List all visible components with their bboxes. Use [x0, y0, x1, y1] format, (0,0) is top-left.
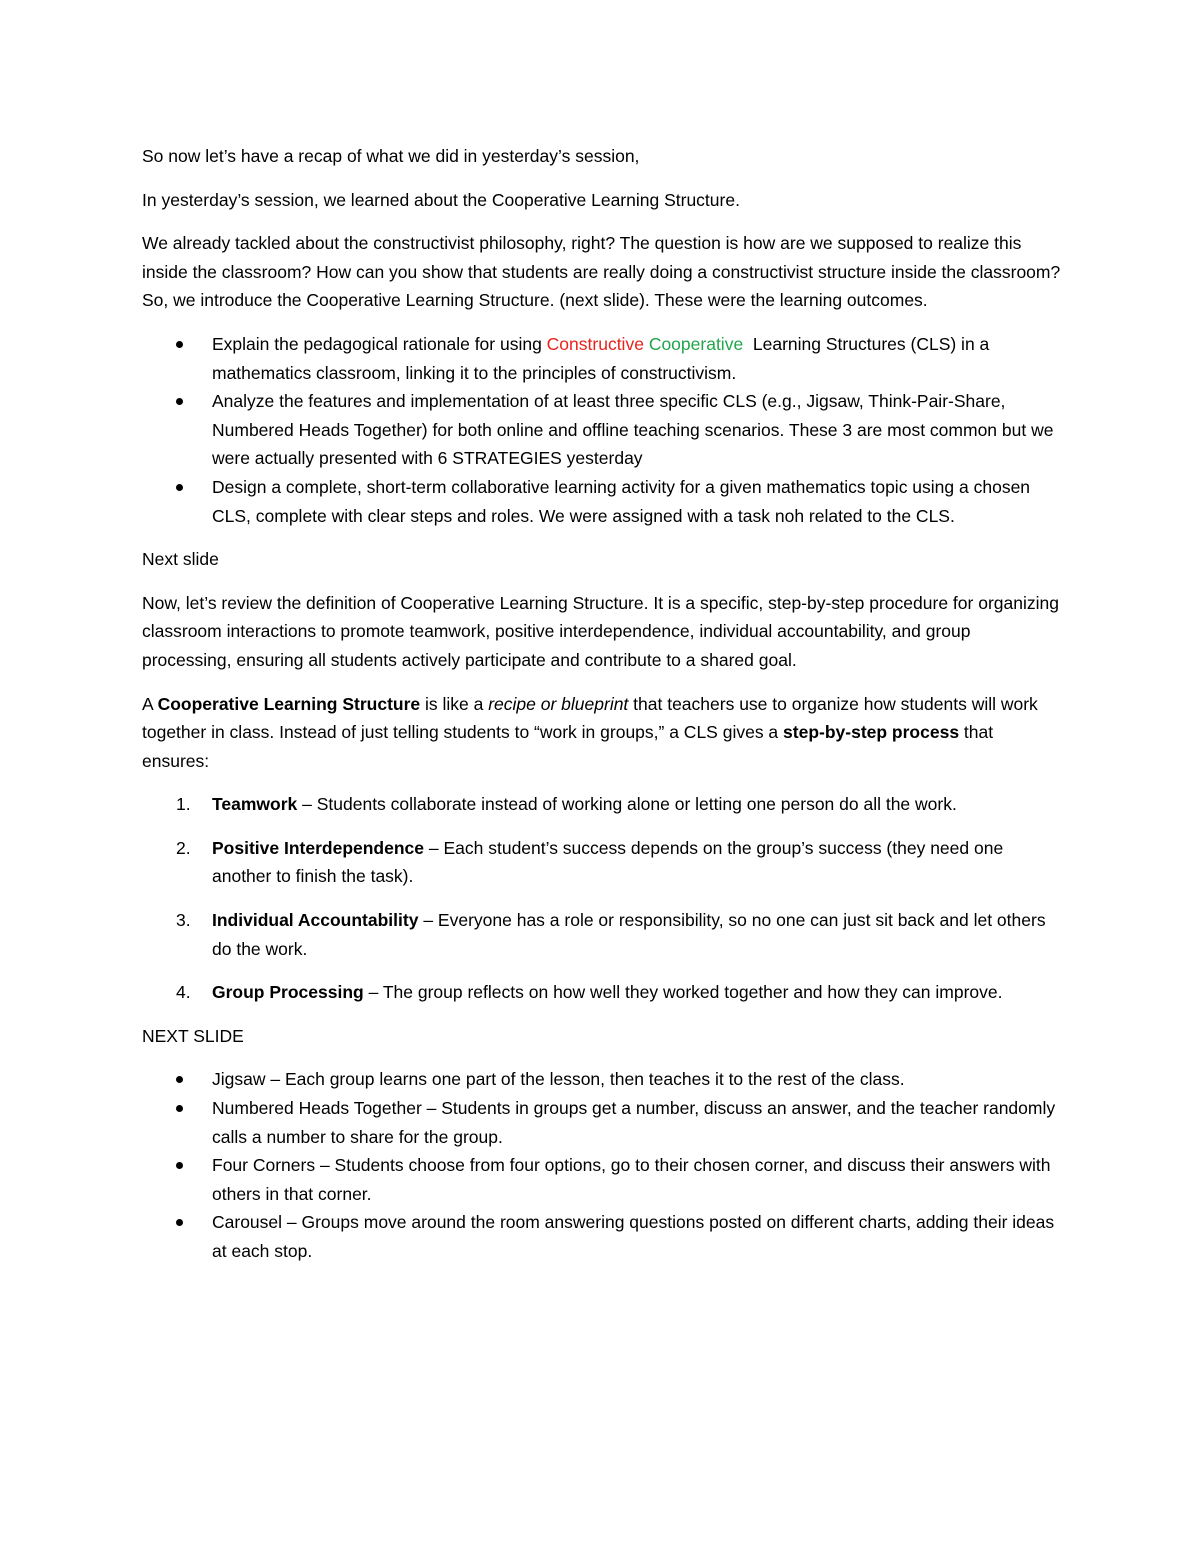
item-number: 3.: [176, 910, 191, 931]
element-term: Group Processing: [212, 982, 364, 1003]
constructivist-paragraph: We already tackled about the constructivist philosophy, right? The question is how are we supposed to realize this inside the classroom? How can you show that students are really doing a constructivist structure inside the classroom? So, we introduce the Cooperative Learning Structure. (next slide). These were the learning outcomes.: [142, 233, 1061, 311]
bullet-icon: [176, 1219, 183, 1226]
session-summary: In yesterday’s session, we learned about the Cooperative Learning Structure.: [142, 189, 740, 210]
cls-elements-list: [142, 790, 1062, 1007]
element-term: Positive Interdependence: [212, 837, 425, 858]
definition-paragraph: Now, let’s review the definition of Cooperative Learning Structure. It is a specific, step-by-step procedure for organizing classroom interactions to promote teamwork, positive interdependence, individual accountability, and group processing, ensuring all students actively participate and contribute to a shared goal.: [142, 592, 1059, 670]
list-item: [142, 906, 1062, 963]
recap-intro: So now let’s have a recap of what we did in yesterday’s session,: [142, 146, 640, 166]
bullet-icon: [176, 341, 183, 348]
document-body: [142, 142, 1062, 1281]
outcome-3-text: Design a complete, short-term collaborative learning activity for a given mathematics topic using a chosen CLS, complete with clear steps and roles. We were assigned with a task noh related to the CLS.: [212, 476, 1031, 526]
cooperative-word: Cooperative: [648, 333, 744, 354]
strategy-text: Four Corners – Students choose from four options, go to their chosen corner, and discuss their answers with others in that corner.: [212, 1155, 1051, 1204]
bullet-icon: [176, 1105, 183, 1112]
list-item: [142, 790, 1062, 819]
next-slide-heading: NEXT SLIDE: [142, 1025, 244, 1046]
outcome-2-text: Analyze the features and implementation of at least three specific CLS (e.g., Jigsaw, Think-Pair-Share, Numbered Heads Together) for both online and offline teaching scenarios. These 3 are most common but we were actually presented with 6 STRATEGIES yesterday: [212, 391, 1054, 469]
strategy-text: Numbered Heads Together – Students in groups get a number, discuss an answer, and the teacher randomly calls a number to share for the group.: [212, 1098, 1056, 1147]
element-desc: – Everyone has a role or responsibility, so no one can just sit back and let others do the work.: [212, 910, 1046, 959]
element-term: Teamwork: [212, 794, 298, 815]
bullet-icon: [176, 1162, 183, 1169]
list-item: [142, 1208, 1062, 1265]
next-slide-note: Next slide: [142, 549, 219, 570]
item-number: 1.: [176, 794, 191, 815]
item-number: 4.: [176, 982, 191, 1003]
list-item: [142, 1151, 1062, 1208]
element-desc: – Students collaborate instead of working alone or letting one person do all the work.: [297, 794, 957, 815]
list-item: [142, 978, 1062, 1007]
analogy-paragraph: A Cooperative Learning Structure is like a recipe or blueprint that teachers use to organize how students will work together in class. Instead of just telling students to “work in groups,” a CLS gives a step-by-step process that ensures:: [142, 693, 1043, 771]
list-item: [142, 834, 1062, 891]
bullet-icon: [176, 398, 183, 405]
list-item: [142, 330, 1062, 387]
list-item: [142, 1065, 1062, 1094]
element-term: Individual Accountability: [212, 910, 419, 931]
outcome-1-text: Explain the pedagogical rationale for using Constructive Cooperative Learning Structures (CLS) in a mathematics classroom, linking it to the principles of constructivism.: [212, 333, 995, 383]
strategies-list: [142, 1065, 1062, 1265]
learning-outcomes-list: [142, 330, 1062, 530]
constructive-word: Constructive: [546, 333, 644, 354]
step-by-step-phrase: step-by-step process: [783, 722, 960, 743]
bullet-icon: [176, 484, 183, 491]
list-item: [142, 473, 1062, 530]
item-number: 2.: [176, 837, 191, 858]
element-desc: – Each student’s success depends on the group’s success (they need one another to finish the task).: [212, 837, 1004, 887]
strategy-text: Carousel – Groups move around the room answering questions posted on different charts, adding their ideas at each stop.: [212, 1212, 1055, 1261]
bullet-icon: [176, 1076, 183, 1083]
cls-term: Cooperative Learning Structure: [157, 693, 421, 714]
recipe-phrase: recipe or blueprint: [488, 693, 629, 714]
list-item: [142, 1094, 1062, 1151]
list-item: [142, 387, 1062, 473]
element-desc: – The group reflects on how well they worked together and how they can improve.: [363, 982, 1003, 1003]
strategy-text: Jigsaw – Each group learns one part of the lesson, then teaches it to the rest of the class.: [212, 1069, 905, 1090]
